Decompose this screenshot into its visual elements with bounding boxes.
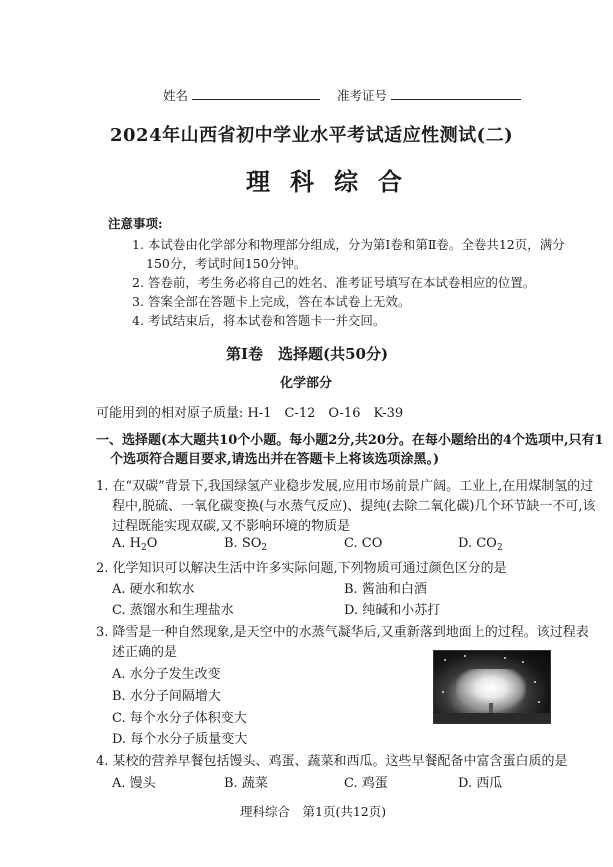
id-label: 准考证号: [337, 88, 388, 103]
q4-option-d[interactable]: D. 西瓜: [458, 776, 503, 791]
notice-item: 1. 本试卷由化学部分和物理部分组成，分为第Ⅰ卷和第Ⅱ卷。全卷共12页，满分: [132, 237, 565, 252]
subject-title: 理科综合: [246, 167, 422, 196]
q1-option-b[interactable]: B. $SO_2$: [224, 536, 268, 553]
q3-option-d[interactable]: D. 每个水分子质量变大: [112, 732, 248, 747]
part-title: 化学部分: [280, 376, 333, 391]
id-blank: [391, 87, 521, 100]
notice-item: 150分，考试时间150分钟。: [146, 256, 307, 271]
name-field[interactable]: [163, 86, 320, 104]
snowflake: [538, 701, 540, 703]
notice-heading: 注意事项:: [108, 216, 163, 231]
name-blank: [192, 87, 320, 100]
q2-option-a[interactable]: A. 硬水和软水: [112, 582, 195, 597]
snowflake: [442, 691, 444, 693]
q2-option-b[interactable]: B. 酱油和白酒: [344, 582, 427, 597]
q2-option-c[interactable]: C. 蒸馏水和生理盐水: [112, 603, 234, 618]
snowflake: [504, 657, 506, 659]
exam-title: 2024年山西省初中学业水平考试适应性测试(二): [110, 125, 514, 146]
q3-option-c[interactable]: C. 每个水分子体积变大: [112, 711, 247, 726]
q1-stem: 过程既能实现双碳,又不影响环境的物质是: [112, 519, 351, 534]
q4-option-b[interactable]: B. 蔬菜: [224, 776, 268, 791]
q4-stem: 4. 某校的营养早餐包括馒头、鸡蛋、蔬菜和西瓜。这些早餐配备中富含蛋白质的是: [96, 754, 568, 769]
notice-item: 4. 考试结束后，将本试卷和答题卡一并交回。: [132, 313, 386, 328]
q3-stem: 述正确的是: [112, 645, 178, 660]
snow-tree-photo: [433, 650, 551, 724]
section-title: 第Ⅰ卷 选择题(共50分): [226, 345, 389, 363]
ground: [434, 713, 550, 723]
snowflake: [534, 681, 536, 683]
q1-stem: 1. 在“双碳”背景下,我国绿氢产业稳步发展,应用市场前景广阔。工业上,在用煤制氢的过: [96, 479, 594, 494]
notice-item: 3. 答案全部在答题卡上完成，答在本试卷上无效。: [132, 294, 411, 309]
q1-option-c[interactable]: C. CO: [344, 536, 383, 551]
q3-stem: 3. 降雪是一种自然现象,是天空中的水蒸气凝华后,又重新落到地面上的过程。该过程表: [96, 625, 589, 640]
snowflake: [522, 661, 524, 663]
page-footer: 理科综合 第1页(共12页): [240, 804, 387, 819]
q2-stem: 2. 化学知识可以解决生活中许多实际问题,下列物质可通过颜色区分的是: [96, 561, 507, 576]
q1-stem: 程中,脱硫、一氧化碳变换(与水蒸气反应)、提纯(去除二氧化碳)几个环节缺一不可,该: [112, 499, 596, 514]
instructions-line: 个选项符合题目要求,请选出并在答题卡上将该选项涂黑。): [110, 452, 440, 467]
notice-item: 2. 答卷前，考生务必将自己的姓名、准考证号填写在本试卷相应的位置。: [132, 275, 536, 290]
q1-option-a[interactable]: A. $H_2O$: [112, 536, 158, 553]
q4-option-a[interactable]: A. 馒头: [112, 776, 156, 791]
q4-option-c[interactable]: C. 鸡蛋: [344, 776, 388, 791]
snowflake: [444, 659, 446, 661]
q1-option-d[interactable]: D. $CO_2$: [458, 536, 503, 553]
instructions-line: 一、选择题(本大题共10个小题。每小题2分,共20分。在每小题给出的4个选项中,只有1: [96, 433, 604, 448]
q3-option-b[interactable]: B. 水分子间隔增大: [112, 689, 221, 704]
id-field[interactable]: [337, 86, 521, 104]
snowflake: [464, 655, 466, 657]
q3-option-a[interactable]: A. 水分子发生改变: [112, 667, 221, 682]
atomic-masses: 可能用到的相对原子质量: H-1 C-12 O-16 K-39: [96, 406, 404, 421]
q2-option-d[interactable]: D. 纯碱和小苏打: [344, 603, 441, 618]
name-label: 姓名: [163, 88, 189, 103]
